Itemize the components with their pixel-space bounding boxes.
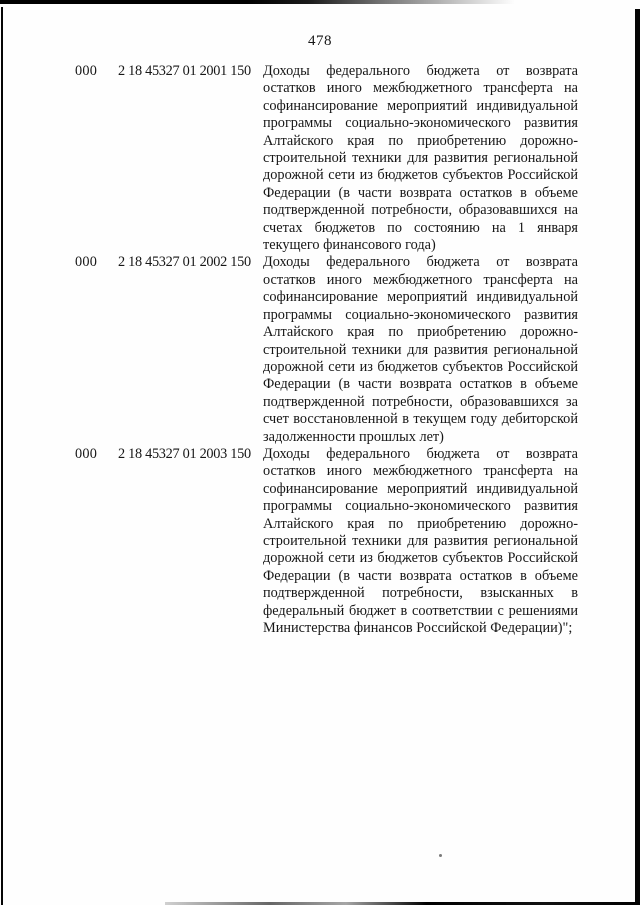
table-row bbox=[75, 63, 578, 254]
admin-code: 000 bbox=[75, 445, 98, 462]
admin-code: 000 bbox=[75, 63, 98, 79]
table-row bbox=[75, 254, 578, 445]
income-description: Доходы федерального бюджета от возврата остатков иного межбюджетного трансферта на софинансирование мероприятий индивидуальной программы социально-экономического развития Алтайского края по приобретению дорожно-строительной техники для развития региональной дорожной сети из бюджетов субъектов Российской Федерации (в части возврата остатков в объеме подтвержденной потребности, образовавшихся на счетах бюджетов по состоянию на 1 января текущего финансового года) bbox=[263, 63, 578, 254]
income-description: Доходы федерального бюджета от возврата остатков иного межбюджетного трансферта на софинансирование мероприятий индивидуальной программы социально-экономического развития Алтайского края по приобретению дорожно-строительной техники для развития региональной дорожной сети из бюджетов субъектов Российской Федерации (в части возврата остатков в объеме подтвержденной потребности, образовавшихся за счет восстановленной в текущем году дебиторской задолженности прошлых лет) bbox=[263, 254, 578, 445]
budget-classification-code: 2 18 45327 01 2003 150 bbox=[118, 445, 251, 462]
budget-code-table bbox=[75, 63, 578, 637]
income-description: Доходы федерального бюджета от возврата остатков иного межбюджетного трансферта на софинансирование мероприятий индивидуальной программы социально-экономического развития Алтайского края по приобретению дорожно-строительной техники для развития региональной дорожной сети из бюджетов субъектов Российской Федерации (в части возврата остатков в объеме подтвержденной потребности, взысканных в федеральный бюджет в соответствии с решениями Министерства финансов Российской Федерации)"; bbox=[263, 445, 578, 636]
scan-edge-top bbox=[0, 0, 515, 4]
page-number: 478 bbox=[308, 33, 332, 49]
scan-edge-left bbox=[1, 7, 3, 905]
scan-speck bbox=[439, 854, 442, 857]
budget-classification-code: 2 18 45327 01 2002 150 bbox=[118, 254, 251, 271]
scan-edge-right bbox=[635, 9, 640, 905]
admin-code: 000 bbox=[75, 254, 98, 271]
table-row bbox=[75, 446, 578, 637]
budget-classification-code: 2 18 45327 01 2001 150 bbox=[118, 63, 251, 79]
